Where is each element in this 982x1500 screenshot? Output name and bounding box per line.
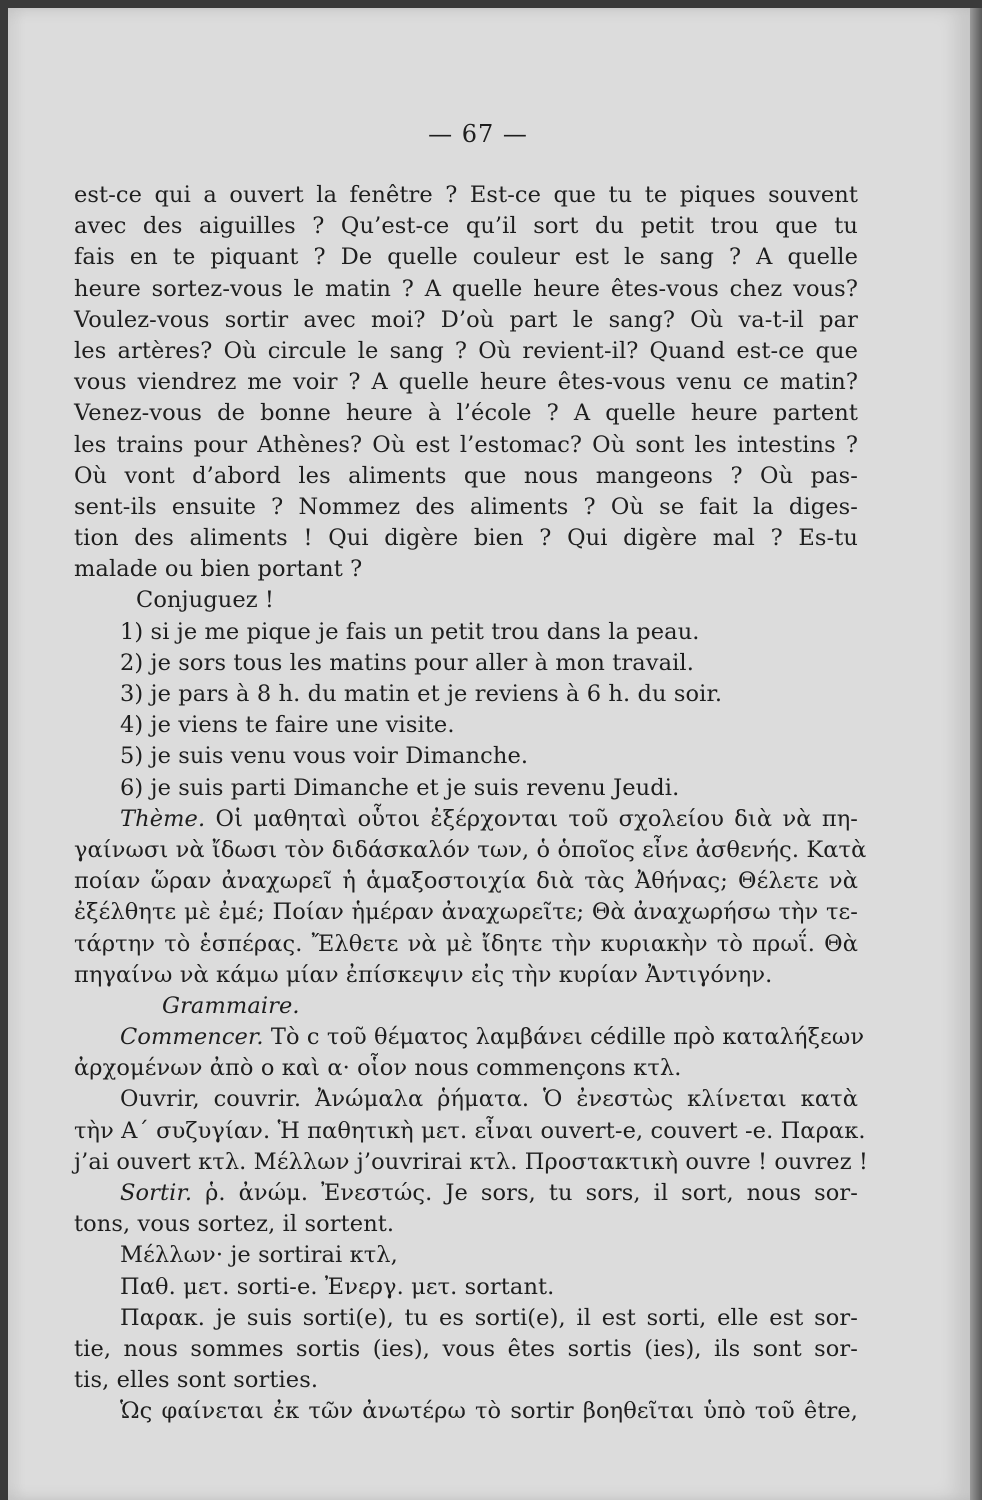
text-line <box>74 1022 865 1053</box>
text-line: πηγαίνω νὰ κάμω μίαν ἐπίσκεψιν εἰς τὴν κυρίαν Ἀντιγόνην. <box>74 961 773 988</box>
text-line: ἐξέλθητε μὲ ἐμέ; Ποίαν ἡμέραν ἀναχωρεῖτε; Θὰ ἀναχωρήσω τὴν τε- <box>74 899 858 926</box>
text-line: j’ai ouvert κτλ. Μέλλων j’ouvrirai κτλ. Προστακτικὴ ouvre ! ouvrez ! <box>74 1148 869 1175</box>
text-line: malade ou bien portant ? <box>74 556 363 583</box>
commencer-paragraph <box>74 1022 865 1084</box>
ouvrir-paragraph <box>74 1084 869 1178</box>
conjugate-heading: Conjuguez ! <box>136 587 275 614</box>
parfait-paragraph <box>74 1303 858 1397</box>
text-line: Voulez-vous sortir avec moi? D’où part le sang? Où va-t-il par <box>74 306 858 333</box>
text-line: τάρτην τὸ ἑσπέρας. Ἔλθετε νὰ μὲ ἴδητε τὴν κυριακὴν τὸ πρωΐ. Θὰ <box>74 930 858 957</box>
commencer-label: Commencer. <box>120 1024 264 1051</box>
sortir-paragraph <box>74 1178 858 1240</box>
text-line: sent-ils ensuite ? Nommez des aliments ? Où se fait la diges- <box>74 493 858 520</box>
text-line: tis, elles sont sorties. <box>74 1367 319 1394</box>
list-item: 6) je suis parti Dimanche et je suis revenu Jeudi. <box>120 774 680 801</box>
text-line: γαίνωσι νὰ ἴδωσι τὸν διδάσκαλόν των, ὁ ὁποῖος εἶνε ἀσθενής. Κατὰ <box>74 836 867 863</box>
theme-label: Thème. <box>120 805 206 832</box>
text-line: Venez-vous de bonne heure à l’école ? A quelle heure partent <box>74 400 858 427</box>
text-line: ποίαν ὥραν ἀναχωρεῖ ἡ ἁμαξοστοιχία διὰ τὰς Ἀθήνας; Θέλετε νὰ <box>74 868 858 895</box>
text-line: les artères? Où circule le sang ? Où revient-il? Quand est-ce que <box>74 337 858 364</box>
text-line: est-ce qui a ouvert la fenêtre ? Est-ce que tu te piques souvent <box>74 182 858 208</box>
text-line: heure sortez-vous le matin ? A quelle heure êtes-vous chez vous? <box>74 275 858 302</box>
text-line: tie, nous sommes sortis (ies), vous êtes sortis (ies), ils sont sor- <box>74 1335 858 1362</box>
text-line: ἀρχομένων ἀπὸ ο καὶ α· οἷον nous commençons κτλ. <box>74 1055 682 1082</box>
sortir-label: Sortir. <box>120 1180 193 1206</box>
text-line: les trains pour Athènes? Où est l’estomac? Où sont les intestins ? <box>74 431 858 458</box>
text-line: τὴν Α΄ συζυγίαν. Ἡ παθητικὴ μετ. εἶναι ouvert-e, couvert -e. Παρακ. <box>74 1117 866 1144</box>
list-item: 4) je viens te faire une visite. <box>120 712 455 739</box>
paragraph-questions <box>74 180 858 585</box>
page-number: — 67 — <box>428 120 528 148</box>
participle-line: Παθ. μετ. sorti-e. Ἐνεργ. μετ. sortant. <box>120 1273 555 1300</box>
text-line: tons, vous sortez, il sortent. <box>74 1211 395 1238</box>
book-edge <box>970 8 982 1500</box>
grammar-heading: Grammaire. <box>162 992 300 1019</box>
text-line: tion des aliments ! Qui digère bien ? Qui digère mal ? Es-tu <box>74 525 858 552</box>
theme-text: Οἱ μαθηταὶ οὗτοι ἐξέρχονται τοῦ σχολείου διὰ νὰ πη- <box>215 805 858 832</box>
text-line <box>74 1178 858 1209</box>
text-line: Où vont d’abord les aliments que nous mangeons ? Où pas- <box>74 462 858 489</box>
sortir-text: ῥ. ἀνώμ. Ἐνεστώς. Je sors, tu sors, il sort, nous sor- <box>205 1180 858 1206</box>
text-line: Παρακ. je suis sorti(e), tu es sorti(e), il est sorti, elle est sor- <box>120 1304 858 1331</box>
text-line <box>74 804 858 835</box>
list-item: 3) je pars à 8 h. du matin et je reviens à 6 h. du soir. <box>120 681 723 707</box>
text-line: avec des aiguilles ? Qu’est-ce qu’il sort du petit trou que tu <box>74 213 858 240</box>
future-line: Μέλλων· je sortirai κτλ, <box>120 1242 398 1269</box>
list-item: 5) je suis venu vous voir Dimanche. <box>120 743 529 770</box>
commencer-text: Τὸ c τοῦ θέματος λαμβάνει cédille πρὸ καταλήξεων <box>270 1024 865 1051</box>
text-line: Ὡς φαίνεται ἐκ τῶν ἀνωτέρω τὸ sortir βοηθεῖται ὑπὸ τοῦ être, <box>120 1398 858 1425</box>
conjugate-list <box>74 617 858 804</box>
text-line: vous viendrez me voir ? A quelle heure êtes-vous venu ce matin? <box>74 369 858 396</box>
theme-paragraph <box>74 804 867 991</box>
list-item: 1) si je me pique je fais un petit trou dans la peau. <box>120 618 700 645</box>
text-line: fais en te piquant ? De quelle couleur est le sang ? A quelle <box>74 244 858 271</box>
page-body <box>74 180 869 1428</box>
list-item: 2) je sors tous les matins pour aller à mon travail. <box>120 649 694 676</box>
text-line: Ouvrir, couvrir. Ἀνώμαλα ῥήματα. Ὁ ἐνεστὼς κλίνεται κατὰ <box>120 1086 858 1113</box>
book-page <box>8 8 970 1500</box>
